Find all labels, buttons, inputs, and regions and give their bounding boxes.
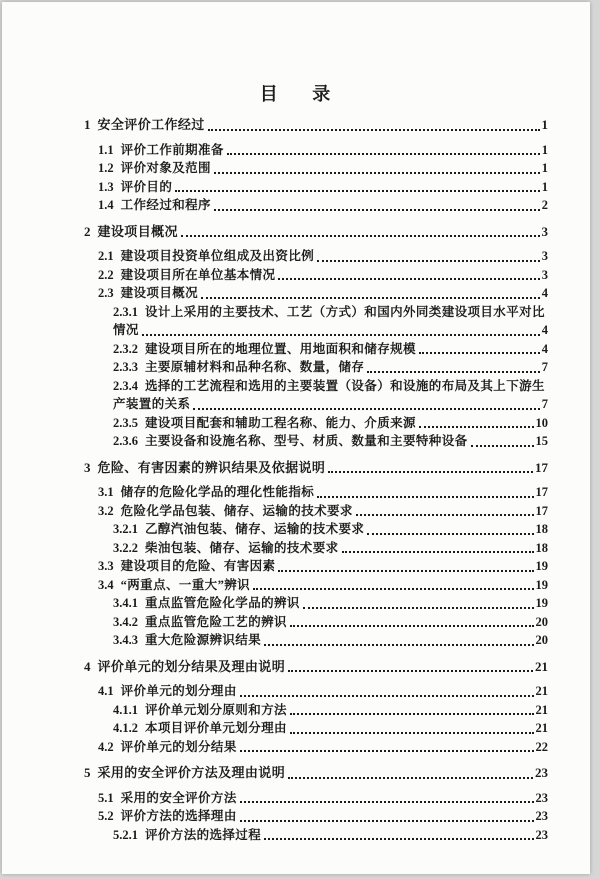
toc-entry-line bbox=[2, 557, 590, 576]
toc-entry bbox=[2, 303, 590, 340]
dot-leader bbox=[201, 297, 540, 299]
toc-entry-number: 3.2 bbox=[98, 503, 114, 518]
page-number: 1 bbox=[541, 142, 548, 157]
dot-leader bbox=[290, 625, 534, 627]
toc-entry-title: 评价单元的划分结果 bbox=[120, 739, 237, 754]
toc-entry-line bbox=[2, 682, 590, 701]
toc-entry-line bbox=[2, 807, 590, 826]
toc-entry-number: 4 bbox=[84, 658, 91, 674]
toc-entry-title: 柴油包装、储存、运输的技术要求 bbox=[145, 540, 339, 555]
page-number: 21 bbox=[535, 721, 548, 735]
toc-entry bbox=[2, 738, 590, 757]
toc-entry-title-continued: 情况 bbox=[113, 323, 139, 337]
toc-entry-title: 建设项目投资单位组成及出资比例 bbox=[120, 249, 315, 263]
page-number: 17 bbox=[535, 459, 548, 475]
page-number: 1 bbox=[541, 117, 548, 132]
toc-entry-line bbox=[2, 432, 590, 451]
toc-entry-line bbox=[2, 141, 590, 160]
toc-entry-title-continued: 产装置的关系 bbox=[113, 397, 191, 411]
toc-entry-number: 5.2.1 bbox=[113, 827, 138, 842]
toc-entry bbox=[2, 502, 590, 521]
toc-entry bbox=[2, 432, 590, 451]
toc-entry-title: 本项目评价单元划分理由 bbox=[145, 721, 287, 735]
toc-entry bbox=[2, 789, 590, 808]
page-number: 1 bbox=[541, 161, 548, 175]
toc-entry-title: 建设项目配套和辅助工程名称、能力、介质来源 bbox=[145, 415, 416, 430]
toc-entry-line bbox=[2, 377, 590, 396]
toc-entry-title: 重点监管危险工艺的辨识 bbox=[145, 614, 287, 629]
toc-entry-line bbox=[2, 631, 590, 650]
toc-entry-number: 1.1 bbox=[98, 142, 114, 157]
toc-entry-number: 2.3.4 bbox=[113, 378, 138, 393]
dot-leader bbox=[214, 209, 540, 211]
toc-entry-line bbox=[2, 789, 590, 808]
toc-entry-line bbox=[2, 539, 590, 558]
dot-leader bbox=[278, 278, 539, 280]
toc-entry bbox=[2, 520, 590, 539]
toc-entry bbox=[2, 764, 590, 783]
toc-entry-number: 2 bbox=[84, 223, 91, 239]
dot-leader bbox=[367, 371, 539, 373]
toc-entry-line bbox=[2, 594, 590, 613]
toc-entry-number: 1.3 bbox=[98, 179, 114, 194]
toc-entry-number: 3.4.2 bbox=[113, 614, 138, 629]
toc-entry-title: 安全评价工作经过 bbox=[97, 117, 205, 132]
toc-entry-title: 主要原辅材料和品种名称、数量，储存 bbox=[145, 360, 365, 374]
toc-entry-number: 4.1.2 bbox=[113, 721, 138, 735]
toc-entry-title: 评价单元的划分结果及理由说明 bbox=[97, 658, 286, 674]
toc-entry bbox=[2, 459, 590, 478]
toc-entry-number: 3.2.1 bbox=[113, 522, 138, 536]
page-number: 22 bbox=[535, 739, 548, 754]
toc-entry-number: 2.2 bbox=[98, 267, 114, 282]
toc-entry-number: 1 bbox=[84, 117, 91, 132]
toc-entry-line bbox=[2, 284, 590, 303]
toc-entry-title: 工作经过和程序 bbox=[120, 198, 211, 212]
toc-entry-title: 重大危险源辨识结果 bbox=[145, 633, 262, 647]
page-number: 4 bbox=[541, 323, 548, 337]
toc-entry-title: 评价目的 bbox=[120, 179, 173, 194]
toc-entry-title: 评价单元的划分理由 bbox=[120, 684, 237, 698]
toc-entry bbox=[2, 377, 590, 414]
toc-entry-number: 1.4 bbox=[98, 198, 114, 212]
dot-leader bbox=[193, 408, 539, 410]
dot-leader bbox=[471, 445, 534, 447]
toc-entry bbox=[2, 682, 590, 701]
dot-leader bbox=[290, 732, 534, 734]
page-number: 4 bbox=[541, 341, 548, 356]
page-number: 20 bbox=[535, 614, 548, 629]
page-number: 3 bbox=[541, 249, 548, 263]
toc-entry bbox=[2, 719, 590, 738]
page-number: 10 bbox=[535, 415, 548, 430]
toc-entry-title: “两重点、一重大”辨识 bbox=[120, 577, 251, 592]
dot-leader bbox=[288, 670, 533, 672]
dot-leader bbox=[328, 471, 533, 473]
page-number: 19 bbox=[535, 577, 548, 592]
dot-leader bbox=[356, 514, 534, 516]
toc-entry bbox=[2, 826, 590, 845]
toc-entry-line bbox=[2, 247, 590, 266]
toc-entry bbox=[2, 631, 590, 650]
toc-entry bbox=[2, 358, 590, 377]
page-number: 15 bbox=[535, 434, 548, 448]
toc-entry-number: 2.1 bbox=[98, 249, 114, 263]
toc-entry-title: 重点监管危险化学品的辨识 bbox=[145, 596, 300, 610]
toc-entry bbox=[2, 483, 590, 502]
toc-list bbox=[2, 108, 590, 844]
toc-entry bbox=[2, 340, 590, 359]
page-number: 21 bbox=[535, 684, 548, 698]
toc-entry-line bbox=[2, 266, 590, 285]
toc-entry bbox=[2, 414, 590, 433]
page-number: 21 bbox=[535, 702, 548, 717]
dot-leader bbox=[214, 172, 540, 174]
toc-entry-line bbox=[2, 613, 590, 632]
toc-entry-title: 危险化学品包装、储存、运输的技术要求 bbox=[120, 503, 353, 518]
toc-entry-line bbox=[2, 196, 590, 215]
dot-leader bbox=[317, 496, 533, 498]
toc-entry-line bbox=[2, 520, 590, 539]
page-number: 18 bbox=[535, 540, 548, 555]
toc-entry-title: 乙醇汽油包装、储存、运输的技术要求 bbox=[145, 522, 365, 536]
toc-entry-line bbox=[2, 483, 590, 502]
page-number: 17 bbox=[535, 485, 548, 499]
toc-entry-title: 评价方法的选择理由 bbox=[120, 809, 237, 823]
toc-entry-title: 建设项目概况 bbox=[97, 223, 178, 239]
toc-entry-title: 评价单元划分原则和方法 bbox=[145, 702, 287, 717]
toc-entry-title: 建设项目概况 bbox=[120, 286, 199, 300]
toc-entry-number: 3.2.2 bbox=[113, 540, 138, 555]
toc-entry-number: 5 bbox=[84, 765, 91, 780]
toc-entry-title: 危险、有害因素的辨识结果及依据说明 bbox=[97, 459, 326, 475]
page-number: 2 bbox=[541, 198, 548, 212]
toc-entry-number: 3.4.1 bbox=[113, 596, 138, 610]
toc-entry-number: 4.1.1 bbox=[113, 702, 138, 717]
toc-entry-line-continued bbox=[2, 395, 590, 414]
toc-entry-line bbox=[2, 178, 590, 197]
dot-leader bbox=[240, 750, 534, 752]
dot-leader bbox=[227, 153, 540, 155]
toc-entry-line bbox=[2, 576, 590, 595]
page-number: 18 bbox=[535, 522, 548, 536]
toc-entry-number: 4.2 bbox=[98, 739, 114, 754]
toc-entry-number: 2.3.5 bbox=[113, 415, 138, 430]
toc-entry bbox=[2, 594, 590, 613]
toc-entry-line bbox=[2, 358, 590, 377]
toc-entry-title: 主要设备和设施名称、型号、材质、数量和主要特种设备 bbox=[145, 434, 468, 448]
dot-leader bbox=[175, 190, 540, 192]
toc-entry-title: 设计上采用的主要技术、工艺（方式）和国内外同类建设项目水平对比 bbox=[145, 304, 545, 319]
page-number: 3 bbox=[541, 223, 548, 239]
dot-leader bbox=[264, 838, 533, 840]
toc-entry-number: 3.3 bbox=[98, 559, 114, 573]
dot-leader bbox=[240, 820, 534, 822]
toc-entry-title: 评价方法的选择过程 bbox=[145, 827, 262, 842]
toc-entry-line bbox=[2, 738, 590, 757]
page-number: 20 bbox=[535, 633, 548, 647]
toc-entry-number: 3 bbox=[84, 459, 91, 475]
toc-entry bbox=[2, 576, 590, 595]
toc-entry bbox=[2, 247, 590, 266]
toc-entry bbox=[2, 266, 590, 285]
page-number: 7 bbox=[541, 360, 548, 374]
dot-leader bbox=[142, 334, 540, 336]
page-number: 4 bbox=[541, 286, 548, 300]
toc-entry-line bbox=[2, 502, 590, 521]
dot-leader bbox=[317, 260, 540, 262]
toc-entry-number: 3.4 bbox=[98, 577, 114, 592]
toc-entry-line bbox=[2, 658, 590, 677]
toc-entry bbox=[2, 284, 590, 303]
toc-entry-line bbox=[2, 414, 590, 433]
dot-leader bbox=[208, 129, 540, 131]
page-number: 23 bbox=[535, 827, 548, 842]
toc-entry-number: 2.3.1 bbox=[113, 304, 138, 319]
toc-entry-number: 2.3 bbox=[98, 286, 114, 300]
toc-entry-title: 建设项目所在的地理位置、用地面积和储存规模 bbox=[145, 341, 416, 356]
toc-entry bbox=[2, 658, 590, 677]
toc-entry-line bbox=[2, 223, 590, 242]
toc-entry-title: 储存的危险化学品的理化性能指标 bbox=[120, 485, 315, 499]
toc-entry bbox=[2, 613, 590, 632]
toc-entry-title: 建设项目的危险、有害因素 bbox=[120, 559, 276, 573]
toc-entry-title: 评价工作前期准备 bbox=[120, 142, 224, 157]
dot-leader bbox=[303, 607, 534, 609]
toc-entry-line bbox=[2, 303, 590, 322]
dot-leader bbox=[419, 426, 534, 428]
dot-leader bbox=[240, 801, 534, 803]
page-number: 21 bbox=[535, 658, 548, 674]
page-number: 23 bbox=[535, 765, 548, 780]
page-number: 1 bbox=[541, 179, 548, 194]
toc-title: 目 录 bbox=[259, 84, 333, 104]
dot-leader bbox=[278, 570, 533, 572]
toc-entry-line bbox=[2, 701, 590, 720]
toc-entry-title: 采用的安全评价方法 bbox=[120, 790, 237, 805]
toc-entry-line bbox=[2, 116, 590, 135]
toc-entry-title: 评价对象及范围 bbox=[120, 161, 211, 175]
toc-entry bbox=[2, 159, 590, 178]
page-number: 17 bbox=[535, 503, 548, 518]
toc-entry-line-continued bbox=[2, 321, 590, 340]
toc-entry-number: 3.4.3 bbox=[113, 633, 138, 647]
page-number: 19 bbox=[535, 559, 548, 573]
toc-entry bbox=[2, 196, 590, 215]
toc-entry-number: 2.3.2 bbox=[113, 341, 138, 356]
page-number: 3 bbox=[541, 267, 548, 282]
toc-entry-number: 4.1 bbox=[98, 684, 114, 698]
toc-entry-number: 1.2 bbox=[98, 161, 114, 175]
toc-entry bbox=[2, 116, 590, 135]
page-number: 23 bbox=[535, 790, 548, 805]
toc-entry bbox=[2, 223, 590, 242]
dot-leader bbox=[367, 533, 533, 535]
page-number: 7 bbox=[541, 397, 548, 411]
dot-leader bbox=[419, 352, 540, 354]
toc-entry bbox=[2, 539, 590, 558]
page-number: 23 bbox=[535, 809, 548, 823]
toc-entry-line bbox=[2, 340, 590, 359]
dot-leader bbox=[290, 713, 534, 715]
toc-entry-line bbox=[2, 459, 590, 478]
toc-entry bbox=[2, 701, 590, 720]
page-number: 19 bbox=[535, 596, 548, 610]
dot-leader bbox=[288, 777, 533, 779]
toc-entry bbox=[2, 807, 590, 826]
toc-entry bbox=[2, 557, 590, 576]
toc-entry-number: 5.1 bbox=[98, 790, 114, 805]
toc-entry-line bbox=[2, 826, 590, 845]
toc-entry-number: 2.3.6 bbox=[113, 434, 138, 448]
toc-entry bbox=[2, 141, 590, 160]
toc-entry-title: 建设项目所在单位基本情况 bbox=[120, 267, 276, 282]
toc-entry-line bbox=[2, 719, 590, 738]
toc-entry-number: 5.2 bbox=[98, 809, 114, 823]
dot-leader bbox=[181, 235, 540, 237]
toc-entry-title: 采用的安全评价方法及理由说明 bbox=[97, 765, 286, 780]
toc-entry bbox=[2, 178, 590, 197]
toc-entry-line bbox=[2, 764, 590, 783]
toc-entry-number: 3.1 bbox=[98, 485, 114, 499]
dot-leader bbox=[342, 551, 534, 553]
dot-leader bbox=[253, 588, 533, 590]
toc-entry-number: 2.3.3 bbox=[113, 360, 138, 374]
dot-leader bbox=[264, 644, 533, 646]
dot-leader bbox=[240, 695, 534, 697]
toc-entry-line bbox=[2, 159, 590, 178]
scanned-page bbox=[2, 2, 590, 874]
toc-entry-title: 选择的工艺流程和选用的主要装置（设备）和设施的布局及其上下游生 bbox=[145, 378, 545, 393]
